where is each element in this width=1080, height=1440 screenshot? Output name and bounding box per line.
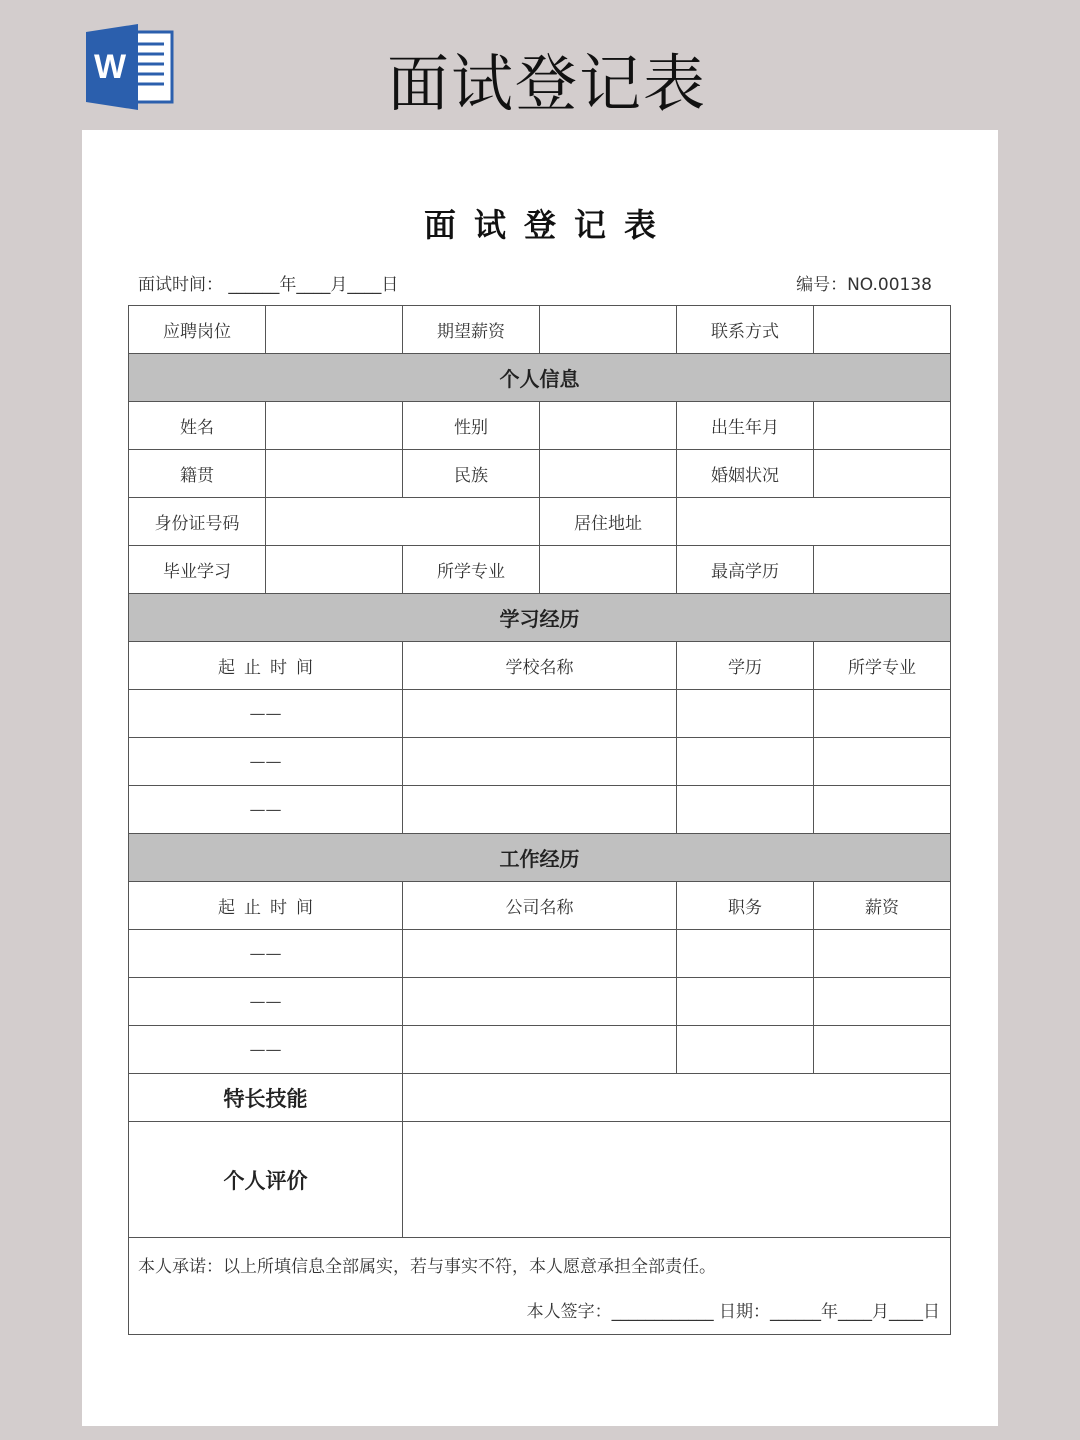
evaluation-label: 个人评价 bbox=[129, 1122, 403, 1238]
company-name-header: 公司名称 bbox=[403, 882, 677, 930]
study-major-header: 所学专业 bbox=[814, 642, 951, 690]
major-label: 所学专业 bbox=[403, 546, 540, 594]
job-title-cell[interactable] bbox=[677, 930, 814, 978]
address-field[interactable] bbox=[677, 498, 951, 546]
table-row bbox=[129, 450, 951, 498]
serial-number: 编号：NO.00138 bbox=[796, 275, 932, 295]
signature-line[interactable]: 本人签字：____________ 日期：______年____月____日 bbox=[526, 1302, 940, 1322]
job-title-cell[interactable] bbox=[677, 978, 814, 1026]
name-field[interactable] bbox=[266, 402, 403, 450]
pledge-text: 本人承诺：以上所填信息全部属实，若与事实不符，本人愿意承担全部责任。 bbox=[138, 1257, 716, 1277]
birth-field[interactable] bbox=[814, 402, 951, 450]
study-period-cell[interactable]: —— bbox=[129, 738, 403, 786]
table-row bbox=[129, 786, 951, 834]
registration-form-table bbox=[128, 305, 951, 1335]
table-row bbox=[129, 738, 951, 786]
gender-field[interactable] bbox=[540, 402, 677, 450]
table-row bbox=[129, 834, 951, 882]
table-row bbox=[129, 1238, 951, 1335]
id-number-label: 身份证号码 bbox=[129, 498, 266, 546]
gender-label: 性别 bbox=[403, 402, 540, 450]
banner-title: 面试登记表 bbox=[386, 47, 707, 120]
table-row bbox=[129, 642, 951, 690]
table-row bbox=[129, 354, 951, 402]
ethnicity-label: 民族 bbox=[403, 450, 540, 498]
table-row bbox=[129, 1026, 951, 1074]
work-period-cell[interactable]: —— bbox=[129, 978, 403, 1026]
study-major-cell[interactable] bbox=[814, 786, 951, 834]
degree-cell[interactable] bbox=[677, 738, 814, 786]
table-row bbox=[129, 978, 951, 1026]
education-field[interactable] bbox=[814, 546, 951, 594]
table-row bbox=[129, 306, 951, 354]
study-period-cell[interactable]: —— bbox=[129, 690, 403, 738]
study-major-cell[interactable] bbox=[814, 690, 951, 738]
marital-field[interactable] bbox=[814, 450, 951, 498]
degree-cell[interactable] bbox=[677, 690, 814, 738]
study-period-cell[interactable]: —— bbox=[129, 786, 403, 834]
address-label: 居住地址 bbox=[540, 498, 677, 546]
degree-cell[interactable] bbox=[677, 786, 814, 834]
degree-header: 学历 bbox=[677, 642, 814, 690]
table-row bbox=[129, 594, 951, 642]
school-name-header: 学校名称 bbox=[403, 642, 677, 690]
name-label: 姓名 bbox=[129, 402, 266, 450]
graduated-field[interactable] bbox=[266, 546, 403, 594]
expected-salary-label: 期望薪资 bbox=[403, 306, 540, 354]
birth-label: 出生年月 bbox=[677, 402, 814, 450]
position-field[interactable] bbox=[266, 306, 403, 354]
skills-label: 特长技能 bbox=[129, 1074, 403, 1122]
school-name-cell[interactable] bbox=[403, 690, 677, 738]
marital-label: 婚姻状况 bbox=[677, 450, 814, 498]
company-name-cell[interactable] bbox=[403, 1026, 677, 1074]
job-title-header: 职务 bbox=[677, 882, 814, 930]
pledge-cell bbox=[129, 1238, 951, 1335]
document-title: 面试登记表 bbox=[423, 206, 674, 244]
work-salary-cell[interactable] bbox=[814, 978, 951, 1026]
school-name-cell[interactable] bbox=[403, 738, 677, 786]
school-name-cell[interactable] bbox=[403, 786, 677, 834]
table-row bbox=[129, 882, 951, 930]
table-row bbox=[129, 690, 951, 738]
study-period-header: 起止时间 bbox=[129, 642, 403, 690]
id-number-field[interactable] bbox=[266, 498, 540, 546]
company-name-cell[interactable] bbox=[403, 978, 677, 1026]
table-row bbox=[129, 402, 951, 450]
native-place-field[interactable] bbox=[266, 450, 403, 498]
work-salary-cell[interactable] bbox=[814, 930, 951, 978]
word-icon-letter: W bbox=[93, 48, 127, 86]
education-label: 最高学历 bbox=[677, 546, 814, 594]
position-label: 应聘岗位 bbox=[129, 306, 266, 354]
section-study-history: 学习经历 bbox=[129, 594, 951, 642]
study-major-cell[interactable] bbox=[814, 738, 951, 786]
table-row bbox=[129, 498, 951, 546]
work-salary-cell[interactable] bbox=[814, 1026, 951, 1074]
interview-time-line: 面试时间： ______年____月____日 bbox=[138, 275, 399, 295]
work-period-cell[interactable]: —— bbox=[129, 1026, 403, 1074]
ethnicity-field[interactable] bbox=[540, 450, 677, 498]
job-title-cell[interactable] bbox=[677, 1026, 814, 1074]
expected-salary-field[interactable] bbox=[540, 306, 677, 354]
table-row bbox=[129, 1074, 951, 1122]
work-period-cell[interactable]: —— bbox=[129, 930, 403, 978]
contact-field[interactable] bbox=[814, 306, 951, 354]
work-period-header: 起止时间 bbox=[129, 882, 403, 930]
company-name-cell[interactable] bbox=[403, 930, 677, 978]
contact-label: 联系方式 bbox=[677, 306, 814, 354]
evaluation-field[interactable] bbox=[403, 1122, 951, 1238]
skills-field[interactable] bbox=[403, 1074, 951, 1122]
section-personal-info: 个人信息 bbox=[129, 354, 951, 402]
table-row bbox=[129, 546, 951, 594]
work-salary-header: 薪资 bbox=[814, 882, 951, 930]
graduated-label: 毕业学习 bbox=[129, 546, 266, 594]
table-row bbox=[129, 1122, 951, 1238]
major-field[interactable] bbox=[540, 546, 677, 594]
native-place-label: 籍贯 bbox=[129, 450, 266, 498]
table-row bbox=[129, 930, 951, 978]
section-work-history: 工作经历 bbox=[129, 834, 951, 882]
